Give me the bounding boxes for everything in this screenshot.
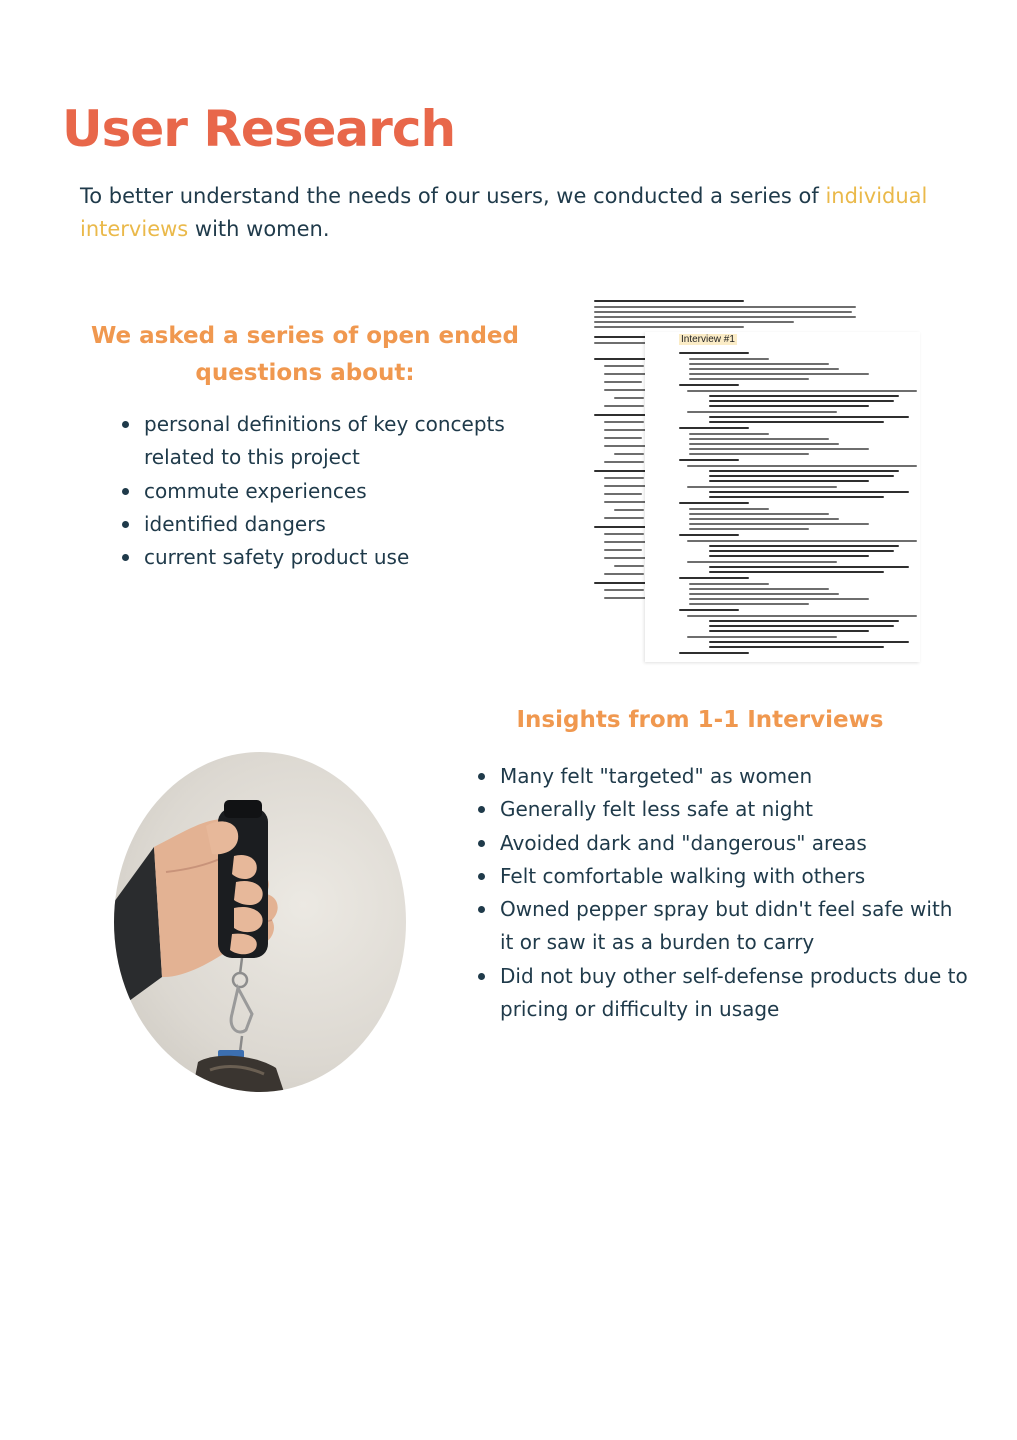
- document-text-line: [679, 459, 739, 461]
- document-text-line: [689, 443, 839, 445]
- document-text-line: [709, 416, 909, 418]
- document-text-line: [689, 513, 829, 515]
- document-text-line: [689, 598, 869, 600]
- document-text-line: [614, 453, 644, 455]
- document-text-line: [594, 316, 856, 318]
- document-text-line: [604, 589, 644, 591]
- list-item: Generally felt less safe at night: [500, 793, 970, 826]
- document-text-line: [604, 477, 644, 479]
- document-text-line: [604, 437, 642, 439]
- interview-transcript-image: [645, 332, 920, 662]
- document-text-line: [604, 533, 644, 535]
- document-text-line: [594, 311, 852, 313]
- document-text-line: [689, 583, 769, 585]
- document-text-line: [604, 557, 648, 559]
- document-text-line: [604, 541, 646, 543]
- sleeve-shape: [114, 847, 162, 1012]
- document-text-line: [689, 593, 839, 595]
- document-text-line: [687, 561, 837, 563]
- interview-documents: [590, 296, 920, 662]
- insights-heading: Insights from 1-1 Interviews: [516, 707, 884, 733]
- document-text-line: [709, 555, 869, 557]
- document-text-line: [604, 501, 648, 503]
- document-text-line: [709, 400, 894, 402]
- document-text-line: [594, 326, 744, 328]
- document-text-line: [687, 615, 917, 617]
- intro-text-start: To better understand the needs of our users, we conducted a series of: [80, 184, 826, 208]
- keys-cluster: [192, 1056, 284, 1092]
- document-text-line: [709, 405, 869, 407]
- document-text-line: [679, 502, 749, 504]
- document-text-line: [689, 358, 769, 360]
- document-text-line: [689, 363, 829, 365]
- document-text-line: [689, 448, 869, 450]
- document-text-line: [709, 470, 899, 472]
- document-text-line: [709, 620, 899, 622]
- intro-highlight: individual interviews: [80, 184, 928, 241]
- hand-holding-pepper-spray-illustration: [114, 752, 406, 1092]
- document-text-line: [709, 480, 869, 482]
- document-text-line: [709, 475, 894, 477]
- document-text-line: [709, 421, 884, 423]
- document-text-line: [687, 411, 837, 413]
- document-text-line: [604, 365, 644, 367]
- intro-paragraph: [80, 180, 940, 246]
- document-text-line: [604, 429, 646, 431]
- document-text-line: [604, 405, 644, 407]
- document-text-line: [689, 368, 839, 370]
- document-text-line: [594, 321, 794, 323]
- document-text-line: [679, 652, 749, 654]
- list-item: current safety product use: [144, 541, 544, 574]
- document-text-line: [687, 390, 917, 392]
- intro-text-end: with women.: [188, 217, 330, 241]
- carabiner-clip-icon: [231, 988, 252, 1032]
- document-text-line: [604, 597, 646, 599]
- document-text-line: [689, 453, 809, 455]
- insights-list: [476, 760, 970, 1026]
- document-text-line: [604, 389, 648, 391]
- key-ring-icon: [233, 973, 247, 987]
- document-text-line: [594, 300, 744, 302]
- document-text-line: [604, 373, 646, 375]
- document-text-line: [679, 384, 739, 386]
- document-text-line: [679, 352, 749, 354]
- document-text-line: [594, 306, 856, 308]
- document-text-line: [689, 378, 809, 380]
- document-text-line: [604, 485, 646, 487]
- document-text-line: [679, 577, 749, 579]
- document-text-line: [614, 397, 644, 399]
- document-text-line: [709, 496, 884, 498]
- page-title: User Research: [62, 100, 456, 158]
- document-text-line: [709, 550, 894, 552]
- list-item: Did not buy other self-defense products due to pricing or difficulty in usage: [500, 960, 970, 1027]
- document-text-line: [709, 545, 899, 547]
- document-text-line: [679, 609, 739, 611]
- list-item: Felt comfortable walking with others: [500, 860, 970, 893]
- document-text-line: [709, 625, 894, 627]
- document-text-line: [604, 549, 642, 551]
- pepper-spray-photo: [114, 752, 406, 1092]
- document-text-line: [604, 445, 648, 447]
- document-text-line: [604, 381, 642, 383]
- document-text-line: [689, 508, 769, 510]
- document-text-line: [604, 517, 644, 519]
- document-text-line: [604, 461, 644, 463]
- document-text-line: [709, 491, 909, 493]
- list-item: Avoided dark and "dangerous" areas: [500, 827, 970, 860]
- document-text-line: [709, 395, 899, 397]
- document-text-line: [689, 433, 769, 435]
- document-text-line: [709, 630, 869, 632]
- document-text-line: [689, 588, 829, 590]
- document-text-line: [709, 646, 884, 648]
- list-item: commute experiences: [144, 475, 544, 508]
- list-item: Many felt "targeted" as women: [500, 760, 970, 793]
- document-text-line: [604, 421, 644, 423]
- document-text-line: [687, 636, 837, 638]
- document-text-line: [604, 493, 642, 495]
- document-text-line: [687, 540, 917, 542]
- document-text-line: [709, 566, 909, 568]
- document-text-line: [689, 438, 829, 440]
- document-text-line: [689, 523, 869, 525]
- question-topics-list: [120, 408, 544, 574]
- list-item: identified dangers: [144, 508, 544, 541]
- document-text-line: [689, 603, 809, 605]
- list-item: personal definitions of key concepts related to this project: [144, 408, 544, 475]
- document-text-line: [709, 571, 884, 573]
- interview-title: Interview #1: [681, 334, 735, 345]
- document-text-line: [689, 373, 869, 375]
- questions-heading: We asked a series of open ended questions about:: [90, 323, 519, 386]
- document-text-line: [689, 518, 839, 520]
- document-text-line: [679, 534, 739, 536]
- document-text-line: [689, 528, 809, 530]
- document-text-line: [604, 573, 644, 575]
- list-item: Owned pepper spray but didn't feel safe with it or saw it as a burden to carry: [500, 893, 970, 960]
- document-text-line: [614, 509, 644, 511]
- document-text-line: [614, 565, 644, 567]
- document-text-line: [709, 641, 909, 643]
- document-text-line: [687, 486, 837, 488]
- document-text-line: [679, 427, 749, 429]
- document-text-line: [687, 465, 917, 467]
